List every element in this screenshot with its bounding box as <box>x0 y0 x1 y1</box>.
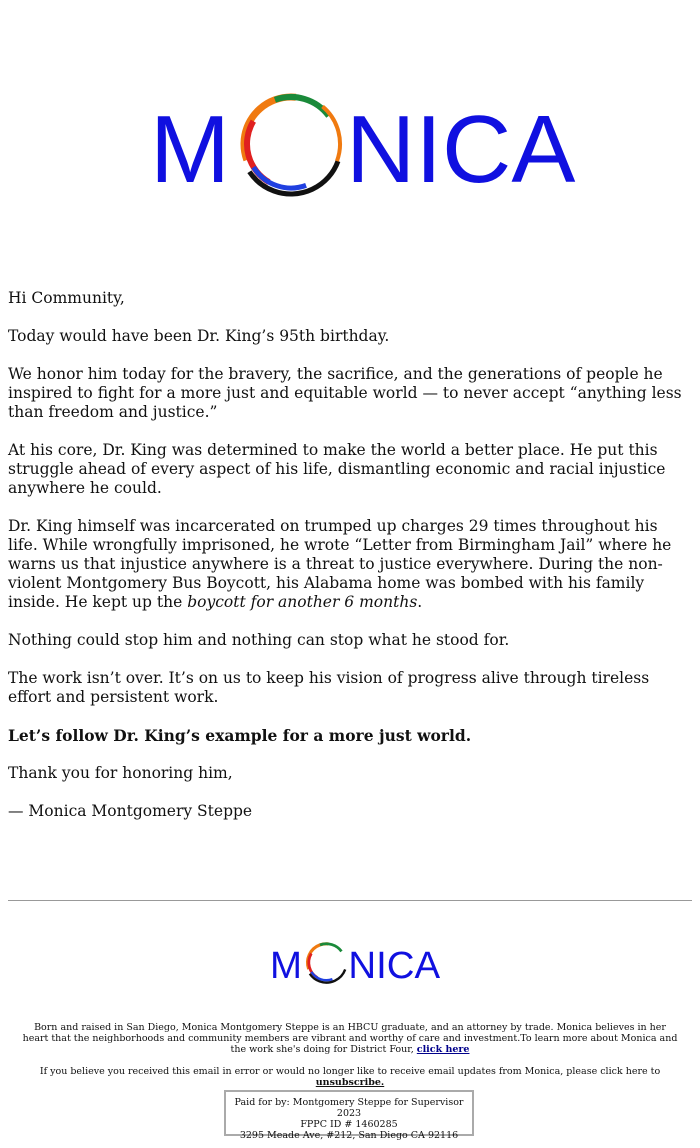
fppc-id-line: FPPC ID # 1460285 <box>300 1119 398 1130</box>
logo-letters-nica: NICA <box>346 96 576 203</box>
footer-bio <box>20 1022 680 1055</box>
logo-letter-m: M <box>150 96 230 203</box>
paragraph-incarcerated <box>8 517 692 612</box>
footer-divider <box>8 900 692 901</box>
paragraph-core: At his core, Dr. King was determined to make the world a better place. He put this struggle ahead of every aspect of his life, dismantling economic and racial injustice anywhere he could. <box>8 441 666 497</box>
unsubscribe-link[interactable]: unsubscribe. <box>315 1077 385 1088</box>
footer-unsubscribe <box>8 1066 692 1088</box>
paragraph-incarcerated-italic: boycott for another 6 months <box>187 593 418 611</box>
paragraph-nothing: Nothing could stop him and nothing can stop what he stood for. <box>8 631 510 649</box>
closing: Thank you for honoring him, <box>8 764 233 782</box>
unsubscribe-text: If you believe you received this email in error or would no longer like to receive email updates from Monica, please click here to <box>39 1066 661 1077</box>
greeting: Hi Community, <box>8 289 125 307</box>
learn-more-link[interactable]: click here <box>416 1044 470 1055</box>
paragraph-work: The work isn’t over. It’s on us to keep his vision of progress alive through tireless effort and persistent work. <box>8 669 650 706</box>
footer-bio-text: Born and raised in San Diego, Monica Montgomery Steppe is an HBCU graduate, and an attorney by trade. Monica believes in her heart that the neighborhoods and community members are vibrant and worthy of care and investment.To learn more about Monica and the work she's doing for District Four, <box>22 1022 678 1055</box>
paid-for-box <box>224 1090 474 1141</box>
paragraph-follow: Let’s follow Dr. King’s example for a more just world. <box>8 726 472 745</box>
logo-ring-icon <box>222 75 360 213</box>
footer-logo-letter-m: M <box>270 943 302 987</box>
monica-logo-small <box>270 938 441 988</box>
signature: — Monica Montgomery Steppe <box>8 802 253 820</box>
paragraph-honor: We honor him today for the bravery, the sacrifice, and the generations of people he inspired to fight for a more just and equitable world — to never accept “anything less than freedom and justice.” <box>8 365 682 421</box>
paragraph-birthday: Today would have been Dr. King’s 95th birthday. <box>8 327 390 345</box>
footer-logo-letters-nica: NICA <box>348 943 441 987</box>
monica-logo <box>150 86 576 204</box>
paragraph-incarcerated-text: Dr. King himself was incarcerated on trumped up charges 29 times throughout his life. While wrongfully imprisoned, he wrote “Letter from Birmingham Jail” where he warns us that injustice anywhere is a threat to justice everywhere. During the non-violent Montgomery Bus Boycott, his Alabama home was bombed with his family inside. He kept up the <box>8 517 672 611</box>
email-body <box>8 289 692 840</box>
paragraph-incarcerated-end: . <box>417 593 423 611</box>
header-logo <box>0 86 700 204</box>
paid-for-line: Paid for by: Montgomery Steppe for Supervisor 2023 <box>234 1097 464 1119</box>
footer-logo-ring-icon <box>301 937 352 988</box>
address-line: 3295 Meade Ave, #212, San Diego CA 92116 <box>239 1130 459 1141</box>
footer-logo <box>0 938 700 988</box>
